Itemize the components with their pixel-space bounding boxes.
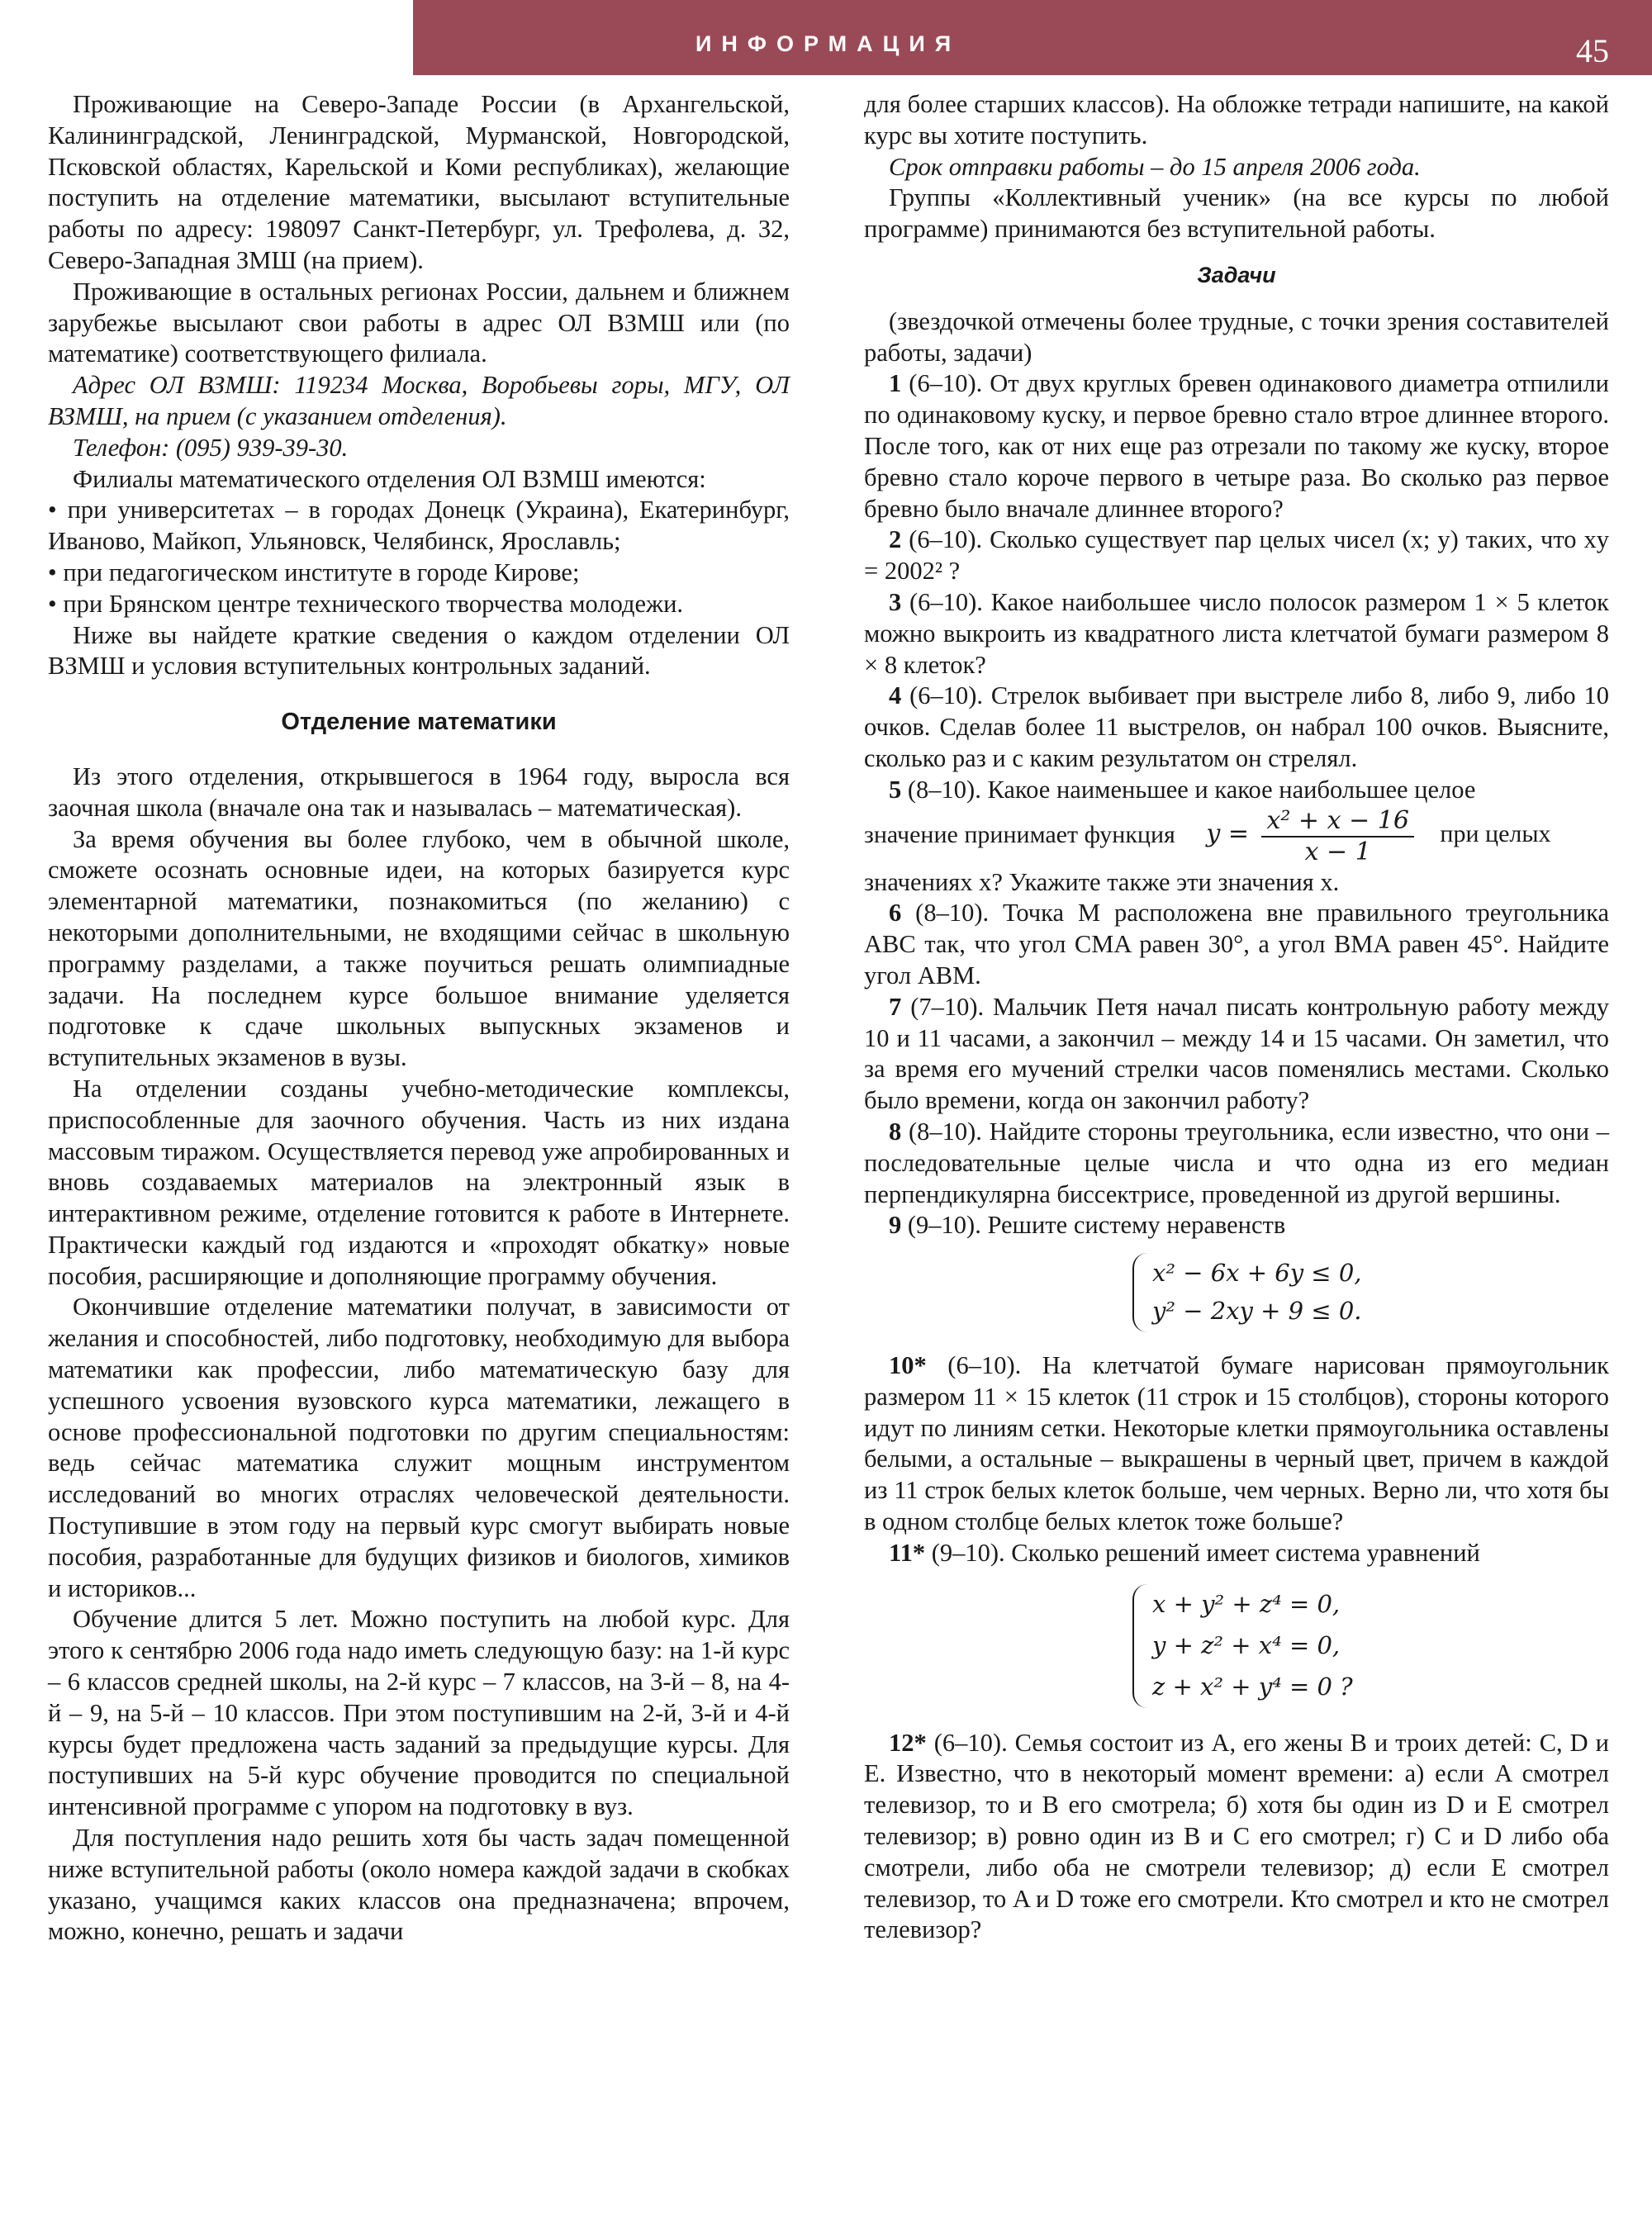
equation-system xyxy=(1132,1584,1609,1708)
task-10 xyxy=(864,1350,1609,1538)
brace xyxy=(1132,1584,1151,1708)
task-number: 5 xyxy=(889,775,902,804)
paragraph: Для поступления надо решить хотя бы часть задач помещенной ниже вступительной работы (около номера каждой задачи в скобках указано, учащимся каких классов она предназначена; впрочем, можно, конечно, решать и задачи xyxy=(48,1824,790,1946)
task-number: 8 xyxy=(889,1117,902,1146)
paragraph: Ниже вы найдете краткие сведения о каждом отделении ОЛ ВЗМШ и условия вступительных контрольных заданий. xyxy=(48,620,790,681)
task-number: 7 xyxy=(889,992,902,1021)
section-title: ИНФОРМАЦИЯ xyxy=(695,31,961,56)
page-number: 45 xyxy=(1576,32,1609,69)
paragraph: Проживающие в остальных регионах России, дальнем и ближнем зарубежье высылают свои работы в адрес ОЛ ВЗМШ или (по математике) соответствующего филиала. xyxy=(48,277,790,368)
list-item: • при Брянском центре технического творчества молодежи. xyxy=(48,589,790,620)
right-column xyxy=(864,89,1609,1946)
task-4 xyxy=(864,681,1609,774)
task-7 xyxy=(864,992,1609,1117)
task-text: (8–10). Какое наименьшее и какое наибольшее целое xyxy=(907,775,1476,804)
task-1 xyxy=(864,368,1609,524)
phone: Телефон: (095) 939-39-30. xyxy=(73,433,349,462)
tasks-intro: (звездочкой отмечены более трудные, с точки зрения составителей работы, задачи) xyxy=(864,306,1609,367)
section-heading: Отделение математики xyxy=(281,709,557,736)
task-text: (6–10). Семья состоит из A, его жены B и троих детей: C, D и E. Известно, что в некоторый момент времени: а) если A смотрел телевизор, то и B его смотрела; б) хотя бы один из D и E смотрел телевизор; в) ровно один из B и C его смотрел; г) C и D либо оба смотрели, либо оба не смотрели телевизор; д) если E смотрел телевизор, то A и D тоже его смотрели. Кто смотрел и кто не смотрел телевизор? xyxy=(864,1728,1610,1944)
task-text: (6–10). Стрелок выбивает при выстреле либо 8, либо 9, либо 10 очков. Сделав более 11 выстрелов, он набрал 100 очков. Выясните, сколько раз и с каким результатом он стрелял. xyxy=(864,681,1610,772)
task-number: 11* xyxy=(889,1538,926,1567)
inequality: y² − 2xy + 9 ≤ 0. xyxy=(1152,1297,1362,1326)
list-item: • при университетах – в городах Донецк (Украина), Екатеринбург, Иваново, Майкоп, Ульяновск, Челябинск, Ярославль; xyxy=(48,495,790,558)
inequality-system xyxy=(1132,1253,1609,1332)
task-6 xyxy=(864,898,1609,991)
equation: z + x² + y⁴ = 0 ? xyxy=(1152,1672,1353,1701)
task-number: 6 xyxy=(889,899,902,928)
fraction xyxy=(1261,806,1413,867)
task-number: 4 xyxy=(889,681,902,710)
task-5 xyxy=(864,775,1609,806)
paragraph: На отделении созданы учебно-методические комплексы, приспособленные для заочного обучения. Часть из них издана массовым тиражом. Осуществляется перевод уже апробированных и вновь создаваемых материалов на электронный язык в интерактивном режиме, отделение готовится к работе в Интернете. Практически каждый год издаются и «проходят обкатку» новые пособия, расширяющие и дополняющие программу обучения. xyxy=(48,1074,790,1290)
task-text: при целых xyxy=(1440,820,1551,848)
task-number: 10* xyxy=(889,1351,927,1380)
task-9 xyxy=(864,1210,1609,1241)
paragraph: За время обучения вы более глубоко, чем в обычной школе, сможете осознать основные идеи, на которых базируется курс элементарной математики, познакомиться (по желанию) с некоторыми дополнительными, не входящими сейчас в школьную программу разделами, а также поучиться решать олимпиадные задачи. На последнем курсе большое внимание уделяется подготовке к сдаче школьных выпускных экзаменов и вступительных экзаменов в вузы. xyxy=(48,824,790,1072)
paragraph: Обучение длится 5 лет. Можно поступить на любой курс. Для этого к сентябрю 2006 года надо иметь следующую базу: на 1-й курс – 6 классов средней школы, на 2-й курс – 7 классов, на 3-й – 8, на 4-й – 9, на 5-й – 10 классов. При этом поступившим на 2-й, 3-й и 4-й курсы будет предложена часть заданий за предыдущие курсы. Для поступивших на 5-й курс обучение проводится по специальной интенсивной программе с упором на подготовку в вуз. xyxy=(48,1605,790,1821)
task-2 xyxy=(864,524,1609,587)
paragraph: Из этого отделения, открывшегося в 1964 году, выросла вся заочная школа (вначале она так и называлась – математическая). xyxy=(48,762,790,822)
brace xyxy=(1132,1253,1151,1332)
task-text: значение принимает функция xyxy=(864,820,1175,848)
task-text: (7–10). Мальчик Петя начал писать контрольную работу между 10 и 11 часами, а закончил – между 14 и 15 часами. Он заметил, что за время его мучений стрелки часов поменялись местами. Сколько было времени, когда он закончил работу? xyxy=(864,992,1610,1115)
task-text: (8–10). Точка M расположена вне правильного треугольника ABC так, что угол CMA равен 30°, а угол BMA равен 45°. Найдите угол ABM. xyxy=(864,899,1609,989)
fraction-denominator: x − 1 xyxy=(1304,837,1371,866)
task-12 xyxy=(864,1728,1609,1947)
task-number: 1 xyxy=(889,369,902,398)
task-5-formula xyxy=(864,806,1609,867)
deadline: Срок отправки работы – до 15 апреля 2006 года. xyxy=(889,152,1421,181)
left-column xyxy=(48,89,790,1948)
task-text: (6–10). Сколько существует пар целых чисел (x; y) таких, что xy = 2002² ? xyxy=(864,525,1609,586)
task-3 xyxy=(864,587,1609,681)
paragraph: Проживающие на Северо-Западе России (в Архангельской, Калининградской, Ленинградской, Мурманской, Новгородской, Псковской областях, Карельской и Коми республиках), желающие поступить на отделение математики, высылают вступительные работы по адресу: 198097 Санкт-Петербург, ул. Трефолева, д. 32, Северо-Западная ЗМШ (на прием). xyxy=(48,90,790,274)
paragraph: Филиалы математического отделения ОЛ ВЗМШ имеются: xyxy=(73,464,706,493)
task-text: значениях x? Укажите также эти значения x. xyxy=(864,867,1340,896)
task-number: 2 xyxy=(889,525,902,554)
task-text: (8–10). Найдите стороны треугольника, если известно, что они – последовательные целые числа и что одна из его медиан перпендикулярна биссектрисе, проведенной из другой вершины. xyxy=(864,1117,1609,1208)
task-text: (9–10). Сколько решений имеет система уравнений xyxy=(931,1538,1480,1567)
paragraph: Группы «Коллективный ученик» (на все курсы по любой программе) принимаются без вступительной работы. xyxy=(864,183,1609,244)
task-text: (6–10). Какое наибольшее число полосок размером 1 × 5 клеток можно выкроить из квадратного листа клетчатой бумаги размером 8 × 8 клеток? xyxy=(864,587,1610,679)
task-text: (6–10). От двух круглых бревен одинакового диаметра отпилили по одинаковому куску, и первое бревно стало втрое длиннее второго. После того, как от них еще раз отрезали по такому же куску, второе бревно стало короче первого в четыре раза. Во сколько раз первое бревно было вначале длиннее второго? xyxy=(864,369,1609,523)
task-11 xyxy=(864,1538,1609,1569)
equation: x + y² + z⁴ = 0, xyxy=(1152,1589,1341,1618)
address: Адрес ОЛ ВЗМШ: 119234 Москва, Воробьевы горы, МГУ, ОЛ ВЗМШ, на прием (с указанием отделения). xyxy=(48,371,790,430)
list-item: • при педагогическом институте в городе Кирове; xyxy=(48,558,790,589)
task-number: 9 xyxy=(889,1211,902,1240)
function-lhs: y = xyxy=(1206,819,1249,849)
paragraph: Окончившие отделение математики получат, в зависимости от желания и способностей, либо подготовку, необходимую для выбора математики как профессии, либо математическую базу для успешного усвоения вузовского курса математики, лежащего в основе профессиональной подготовки по другим специальностям: ведь сейчас математика служит мощным инструментом исследований во многих отраслях человеческой деятельности. Поступившие в этом году на первый курс смогут выбирать новые пособия, разработанные для будущих физиков и биологов, химиков и историков... xyxy=(48,1293,790,1602)
paragraph: для более старших классов). На обложке тетради напишите, на какой курс вы хотите поступить. xyxy=(864,90,1609,149)
task-8 xyxy=(864,1117,1609,1210)
task-number: 12* xyxy=(889,1728,927,1757)
header-band xyxy=(413,0,1652,75)
task-number: 3 xyxy=(889,587,902,616)
tasks-heading: Задачи xyxy=(1197,262,1276,287)
inequality: x² − 6x + 6y ≤ 0, xyxy=(1152,1259,1362,1288)
task-text: (6–10). На клетчатой бумаге нарисован прямоугольник размером 11 × 15 клеток (11 строк и 15 столбцов), стороны которого идут по линиям сетки. Некоторые клетки прямоугольника оставлены белыми, а остальные – выкрашены в черный цвет, причем в каждой из 11 строк белых клеток больше, чем черных. Верно ли, что хотя бы в одном столбце белых клеток тоже больше? xyxy=(864,1351,1609,1536)
task-text: (9–10). Решите систему неравенств xyxy=(907,1211,1286,1240)
equation: y + z² + x⁴ = 0, xyxy=(1152,1630,1341,1659)
fraction-numerator: x² + x − 16 xyxy=(1261,806,1413,838)
